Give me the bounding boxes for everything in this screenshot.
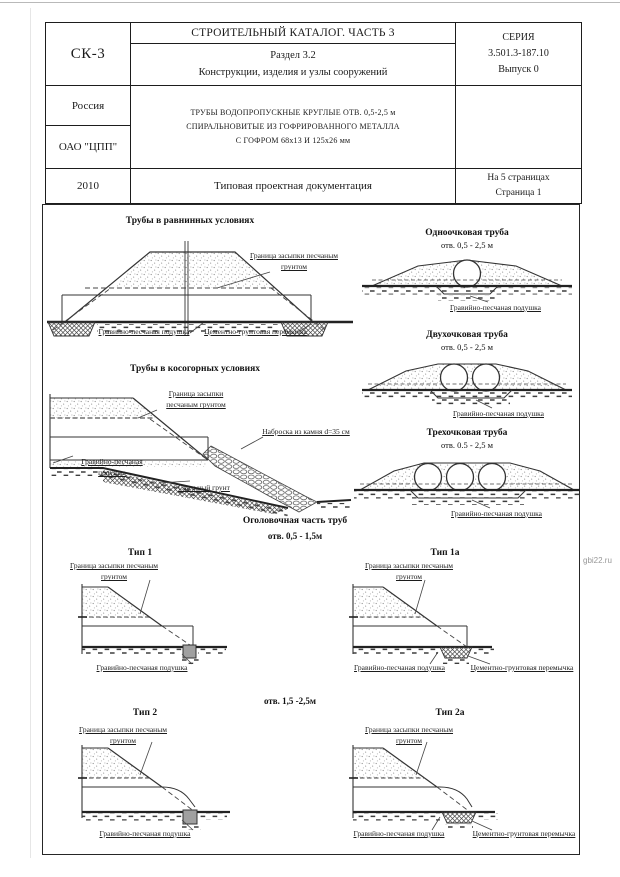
- scan-fold-line: [30, 8, 31, 858]
- series-number: 3.501.3-187.10: [488, 48, 549, 59]
- single-cushion-label: Гравийно-песчаная подушка: [450, 303, 541, 312]
- header-col-right: [456, 23, 581, 203]
- drawing-single-pipe: [358, 228, 576, 328]
- series-cell: [456, 23, 581, 86]
- type1-cushion-label: Гравийно-песчаная подушка: [96, 663, 188, 672]
- type2a-jumper-label: Цементно-грунтовая перемычка: [472, 829, 576, 838]
- head-title: Оголовочная часть труб: [242, 516, 348, 526]
- triple-pipe-title: Трехочковая труба: [426, 428, 508, 438]
- triple-cushion-label: Гравийно-песчаная подушка: [451, 509, 542, 518]
- slope-boundary-label: Граница засыпки песчаным грунтом: [166, 389, 226, 410]
- slope-rock-label: Скальный грунт: [178, 483, 230, 492]
- single-pipe-title: Одноочковая труба: [425, 228, 509, 238]
- country-cell: Россия: [46, 86, 130, 126]
- drawing-flat-conditions: [45, 214, 357, 360]
- subject-line1: ТРУБЫ ВОДОПРОПУСКНЫЕ КРУГЛЫЕ ОТВ. 0,5-2,5 м: [190, 108, 396, 117]
- subject-cell: [131, 86, 455, 169]
- type1a-title: Тип 1а: [430, 548, 460, 558]
- issue-label: Выпуск 0: [498, 64, 539, 75]
- head-section-heading: [165, 516, 425, 548]
- scan-edge-line: [0, 2, 620, 3]
- double-pipe-diagram: [358, 356, 576, 432]
- subject-line3: С ГОФРОМ 68х13 И 125х26 мм: [235, 136, 351, 145]
- type1-title: Тип 1: [127, 548, 153, 558]
- type2a-cushion-label: Гравийно-песчаная подушка: [353, 829, 445, 838]
- type1a-boundary-label: Граница засыпки песчаным грунтом: [365, 561, 454, 582]
- type1-boundary-label: Граница засыпки песчаным грунтом: [70, 561, 159, 582]
- type1a-jumper-label: Цементно-грунтовая перемычка: [470, 663, 574, 672]
- slope-stone-label: Наброска из камня d=35 см: [262, 427, 350, 436]
- header-table: [45, 22, 582, 204]
- flat-cushion-label: Гравийно-песчаная подушка: [98, 327, 190, 336]
- drawing-type2: [50, 706, 300, 856]
- mid-subtitle: отв. 1,5 -2,5м: [263, 696, 317, 706]
- organization-cell: ОАО "ЦПП": [46, 126, 130, 169]
- type2-boundary-label: Граница засыпки песчаным грунтом: [78, 725, 167, 746]
- type2a-boundary-label: Граница засыпки песчаным грунтом: [365, 725, 454, 746]
- double-pipe-subtitle: отв. 0,5 - 2,5 м: [441, 342, 493, 352]
- single-pipe-subtitle: отв. 0,5 - 2,5 м: [441, 240, 493, 250]
- drawing-type2a: [340, 706, 590, 856]
- section-name: Конструкции, изделия и узлы сооружений: [198, 66, 388, 78]
- drawing-type1: [50, 546, 300, 686]
- header-col-left: [46, 23, 131, 203]
- slope-title: Трубы в косогорных условиях: [129, 364, 260, 374]
- type2-cushion-label: Гравийно-песчаная подушка: [99, 829, 191, 838]
- pages-count: На 5 страницах: [487, 173, 550, 184]
- catalog-code: СК-3: [46, 23, 130, 86]
- type2-title: Тип 2: [132, 708, 158, 718]
- drawing-slope-conditions: [45, 362, 360, 514]
- header-col-middle: [131, 23, 456, 203]
- year-cell: 2010: [77, 180, 99, 192]
- site-watermark: gbi22.ru: [583, 556, 612, 565]
- flat-boundary-label: Граница засыпки песчаным грунтом: [249, 251, 338, 272]
- drawing-double-pipe: [358, 330, 576, 432]
- flat-jumper-label: Цементно-грунтовая перемычка: [204, 327, 307, 336]
- type1a-cushion-label: Гравийно-песчаная подушка: [354, 663, 445, 672]
- head-subtitle: отв. 0,5 - 1,5м: [267, 531, 323, 541]
- single-pipe-diagram: [358, 254, 576, 328]
- triple-pipe-subtitle: отв. 0.5 - 2,5 м: [441, 440, 493, 450]
- series-label: СЕРИЯ: [502, 32, 535, 43]
- slope-cushion-label: Гравийно-песчаная подушка: [81, 457, 143, 478]
- drawing-type1a: [340, 546, 590, 686]
- flat-title: Трубы в равнинных условиях: [125, 216, 255, 226]
- section-cell: [131, 44, 455, 86]
- section-number: Раздел 3.2: [270, 50, 316, 62]
- catalog-title: СТРОИТЕЛЬНЫЙ КАТАЛОГ. ЧАСТЬ 3: [131, 23, 455, 44]
- page-number: Страница 1: [495, 188, 542, 198]
- empty-cell: [456, 86, 581, 169]
- double-pipe-title: Двухочковая труба: [426, 330, 508, 340]
- pages-cell: [456, 169, 581, 203]
- subject-line2: СПИРАЛЬНОВИТЫЕ ИЗ ГОФРИРОВАННОГО МЕТАЛЛА: [186, 122, 400, 131]
- doc-type-cell: Типовая проектная документация: [214, 180, 372, 192]
- type2a-title: Тип 2а: [435, 708, 465, 718]
- double-cushion-label: Гравийно-песчаная подушка: [453, 409, 544, 418]
